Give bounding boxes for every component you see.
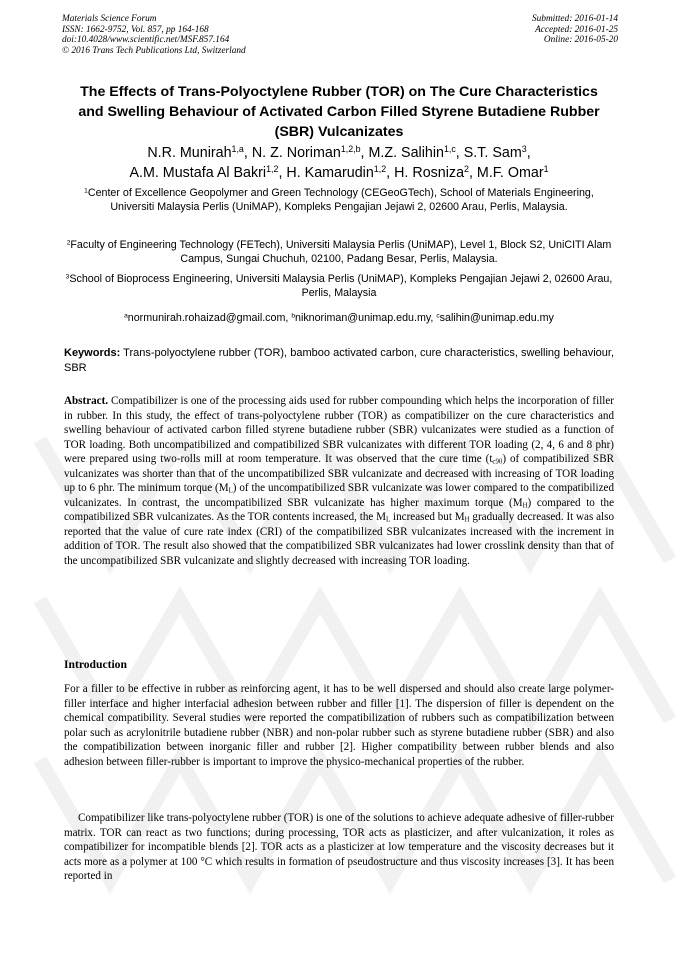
article-dates <box>532 14 618 46</box>
introduction-paragraph: Compatibilizer like trans-polyoctylene rubber (TOR) is one of the solutions to achieve adequate adhesive of filler-rubber matrix. TOR can react as two functions; during processing, TOR acts as plasticizer, and after vulcanization, it roles as compatibilizer for incompatible blends [2]. TOR acts as a plasticizer at low temperature and the viscosity decreases but it acts more as a polymer at 100 °C which results in formation of pseudostructure and thus viscosity increases [3]. It has been reported in <box>64 812 614 882</box>
affiliation-3: $^3$School of Bioprocess Engineering, Universiti Malaysia Perlis (UniMAP), Kompleks Pengajian Jejawi 2, 02600 Arau, Perlis, Malaysia <box>65 273 613 300</box>
journal-name: Materials Science Forum <box>62 14 157 24</box>
online-date: Online: 2016-05-20 <box>543 35 618 46</box>
affiliation-2: $^2$Faculty of Engineering Technology (FETech), Universiti Malaysia Perlis (UniMAP), Level 1, Block S2, UniCITI Alam Campus, Sungai Chuchuh, 02100, Padang Besar, Perlis, Malaysia. <box>66 239 612 266</box>
author: M.F. Omar$^1$ <box>476 164 549 181</box>
paper-title: The Effects of Trans-Polyoctylene Rubber (TOR) on The Cure Characteristics and Swelling Behaviour of Activated Carbon Filled Styrene Butadiene Rubber (SBR) Vulcanizates <box>78 84 600 140</box>
journal-issn: ISSN: 1662-9752, Vol. 857, pp 164-168 <box>62 24 209 35</box>
introduction-heading: Introduction <box>64 658 127 671</box>
accepted-date: Accepted: 2016-01-25 <box>535 24 618 35</box>
article-doi: doi:10.4028/www.scientific.net/MSF.857.164 <box>62 35 230 46</box>
copyright-notice: © 2016 Trans Tech Publications Ltd, Switzerland <box>62 45 246 56</box>
email-link[interactable]: niknoriman@unimap.edu.my <box>295 312 431 324</box>
author: A.M. Mustafa Al Bakri$^{1,2}$, <box>129 164 287 181</box>
author: H. Rosniza$^2$, <box>394 164 477 181</box>
affiliation-1: $^1$Center of Excellence Geopolymer and Green Technology (CEGeoGTech), School of Materials Engineering, Universiti Malaysia Perlis (UniMAP), Kompleks Pengajian Jejawi 2, 02600 Arau, Perlis, Malaysia. <box>84 187 594 214</box>
author: N.R. Munirah$^{1,a}$, <box>147 144 252 161</box>
author: N. Z. Noriman$^{1,2,b}$, <box>251 144 369 161</box>
introduction-paragraph: For a filler to be effective in rubber as reinforcing agent, it has to be well dispersed and should also create large polymer-filler interface and higher interfacial adhesion between rubber and filler [1]. The dispersion of filler is dependent on the chemical compatibility. Several studies were reported the compatibilization of rubbers such as compatibilization between polar such as acrylonitrile butadiene rubber (NBR) and non-polar rubber such as styrene butadiene rubber (SBR) and also the compatibilization between inorganic filler and rubber [2]. Higher compatibility between rubber blends and also adhesion between filler-rubber is important to improve the physico-mechanical properties of the rubber. <box>64 683 614 768</box>
author: S.T. Sam$^3$, <box>463 144 531 161</box>
keywords-label: Keywords: <box>64 347 121 359</box>
submitted-date: Submitted: 2016-01-14 <box>532 14 618 24</box>
author: M.Z. Salihin$^{1,c}$, <box>368 144 464 161</box>
journal-info <box>62 14 246 56</box>
author: H. Kamarudin$^{1,2}$, <box>286 164 395 181</box>
email-link[interactable]: salihin@unimap.edu.my <box>439 312 554 324</box>
keywords <box>64 346 614 375</box>
author-list <box>40 143 638 183</box>
keywords-text: Trans-polyoctylene rubber (TOR), bamboo activated carbon, cure characteristics, swelling behaviour, SBR <box>64 347 615 374</box>
email-link[interactable]: normunirah.rohaizad@gmail.com <box>127 312 286 324</box>
abstract-label: Abstract. <box>64 395 109 407</box>
abstract: Abstract. Compatibilizer is one of the processing aids used for rubber compounding which helps the incorporation of filler in rubber. In this study, the effect of trans-polyoctylene rubber (TOR) as compatibilizer on the cure characteristics and swelling behaviour of activated carbon filled styrene butadiene rubber (SBR) vulcanizates were studied as a function of TOR loading. Both uncompatibilized and compatibilized SBR vulcanizates with different TOR loading (2, 4, 6 and 8 phr) were prepared using two-rolls mill at room temperature. It was observed that the cure time $(t_{c90})$ of compatibilized SBR vulcanizates was shorter than that of the uncompatibilized SBR vulcanizate and decreased with increasing of TOR loading up to 6 phr. The minimum torque $(M_L)$ of the uncompatibilized SBR vulcanizate was lower compared to the compatibilized vulcanizates. In contrast, the uncompatibilized SBR vulcanizate has higher maximum torque $(M_H)$ compared to the compatibilized SBR vulcanizates. As the TOR contents increased, the $M_L$ increased but $M_H$ gradually decreased. It was also reported that the value of cure rate index (CRI) of the compatibilized SBR vulcanizates increased with the increment in addition of TOR. The result also showed that the compatibilized SBR vulcanizates had lower crosslink density than that of the uncompatibilized SBR vulcanizate and slightly decreased with increasing TOR loading. <box>64 395 614 567</box>
author-emails: $^a$normunirah.rohaizad@gmail.com, $^b$niknoriman@unimap.edu.my, $^c$salihin@unimap.edu.my <box>124 312 554 324</box>
